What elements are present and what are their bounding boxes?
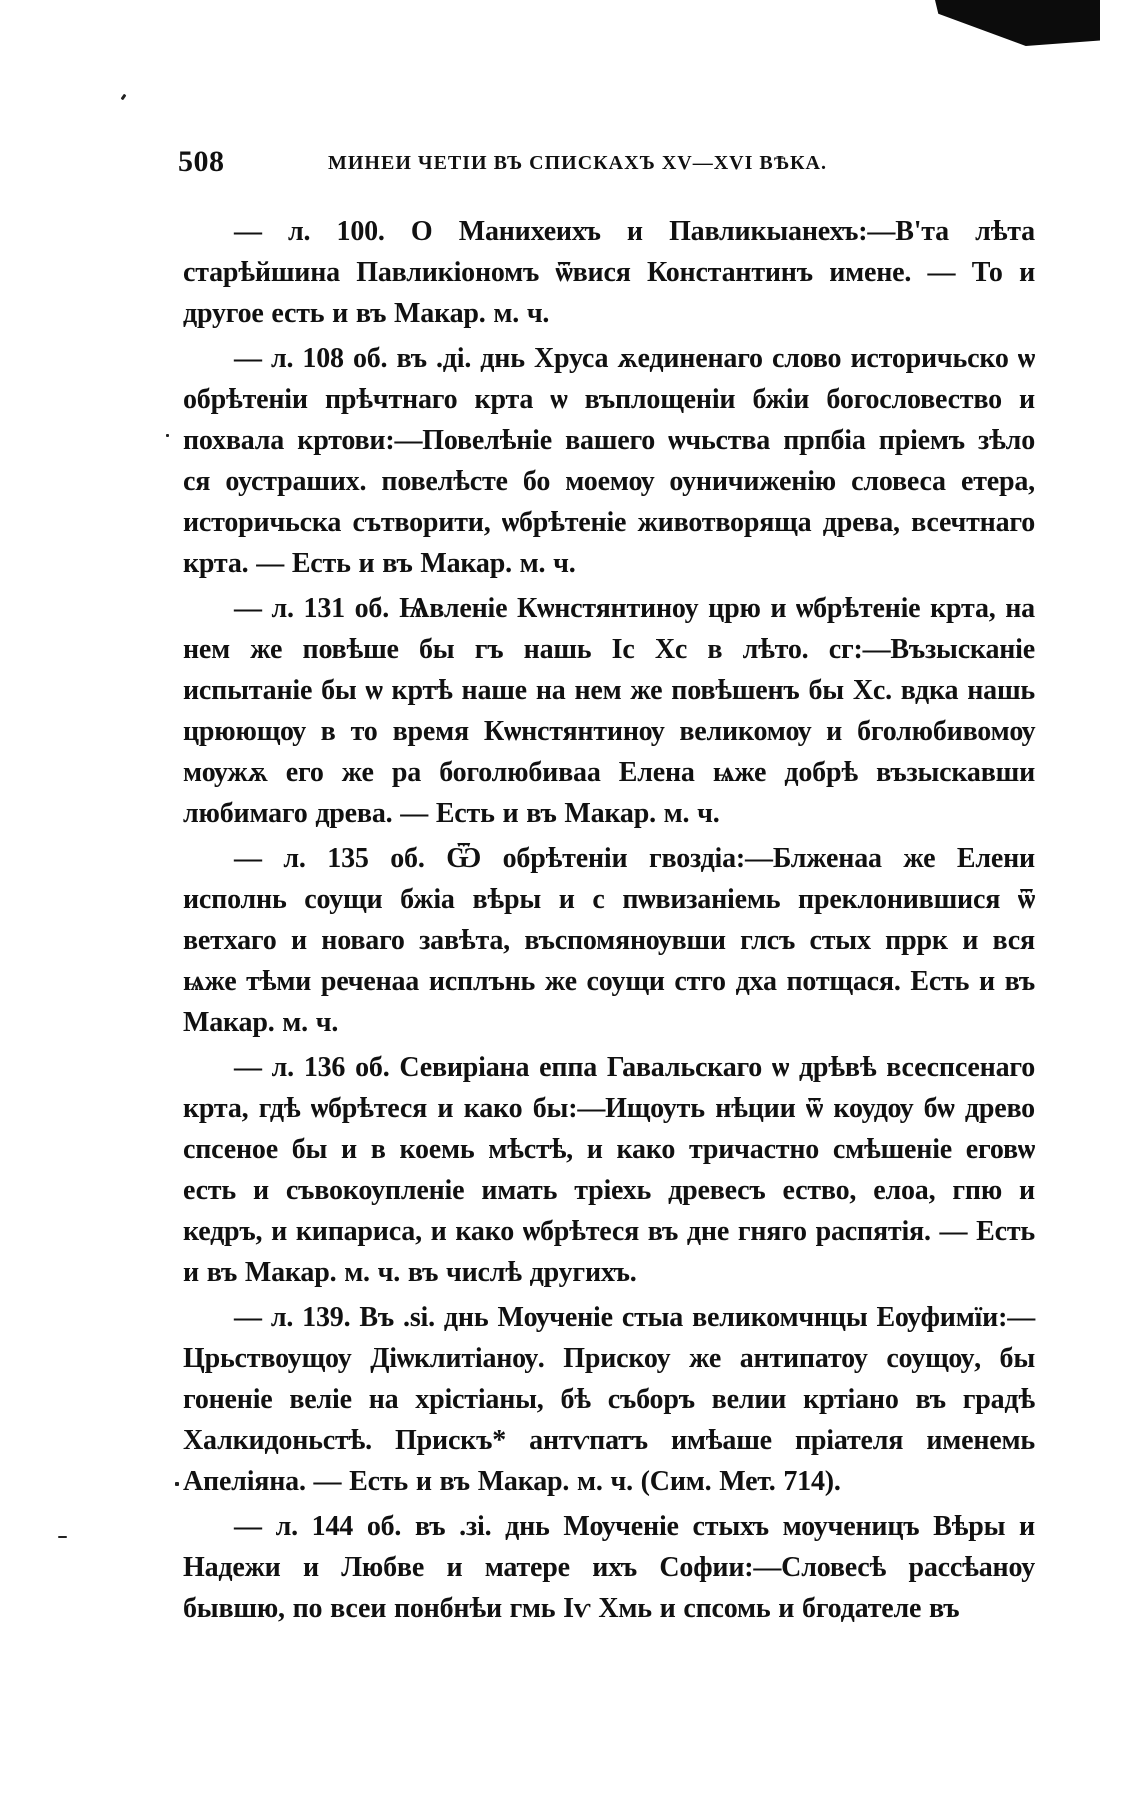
entry-paragraph: — л. 135 об. Ѿ обрѣтеніи гвоздіа:—Блженаа же Елени исполнь соущи бжіа вѣры и с пѡвизаніемь преклонившися ѿ ветхаго и новаго завѣта, въспомянѹвши глсъ стых пррк и вся ѩже тѣми реченаа исплънь же соущи стго дха потщася. Есть и въ Макар. м. ч. <box>183 843 1035 1038</box>
page-number: 508 <box>178 145 225 178</box>
corner-binding-mark <box>935 0 1100 46</box>
entry-paragraph: — л. 100. О Манихеихъ и Павликыанехъ:—В'та лѣта старѣйшина Павликіономъ ѿвися Константинъ имене. — То и другое есть и въ Макар. м. ч. <box>183 216 1035 329</box>
page-speck <box>121 94 127 101</box>
entry-paragraph: — л. 139. Въ .ѕі. днь Мѹченіе стыа великомчнцы Еѹфимїи:—Црьствоущоу Діѡклитіанѹ. Прискоу же антипатоу соущѹ, бы гоненіе веліе на хрістіаны, бѣ съборъ велии кртіано въ градѣ Халкидоньстѣ. Прискъ* антѵпатъ имѣаше пріателя именемь Апеліяна. — Есть и въ Макар. м. ч. (Сим. Мет. 714). <box>183 1302 1035 1497</box>
entry-paragraph: — л. 136 об. Севиріана еппа Гавальскаго ѡ дрѣвѣ всеспсенаго крта, гдѣ ѡбрѣтеся и како бы:—Ищоуть нѣции ѿ коудѹ бѡ древо спсеное бы и в коемь мѣстѣ, и како тричастно смѣшеніе еговѡ есть и съвокоупленіе имать тріехь древесъ ество, елоа, гпю и кедръ, и кипариса, и како ѡбрѣтеся въ дне гняго распятія. — Есть и въ Макар. м. ч. въ числѣ другихъ. <box>183 1052 1035 1288</box>
page-speck <box>58 1536 67 1538</box>
page-header <box>178 145 1038 185</box>
entry-paragraph: — л. 131 об. Ѩвленіе Кѡнстянтиноу црю и ѡбрѣтеніе крта, на нем же повѣше бы гъ нашь Іс Хс в лѣто. сг:—Възысканіе испытаніе бы ѡ кртѣ наше на нем же повѣшенъ бы Хс. вдка нашь црюющѹ в то время Кѡнстянтинѹ великомѹ и бголюбивомѹ мѹжѫ его же ра боголюбиваа Елена ѩже добрѣ възыскавши любимаго древа. — Есть и въ Макар. м. ч. <box>183 593 1035 829</box>
entry-paragraph: — л. 144 об. въ .зі. днь Мѹченіе стыхъ моученицъ Вѣры и Надежи и Любве и матере ихъ Софии:—Словесѣ рассѣаноу бывшю, по всеи понбнѣи гмь Іѵ Хмь и спсомь и бгодателе въ <box>183 1511 1035 1624</box>
page-speck <box>166 434 169 437</box>
body-text <box>183 211 1035 1633</box>
entry-paragraph: — л. 108 об. въ .ді. днь Хруса ѫединенаго слово историчьско ѡ обрѣтеніи прѣчтнаго крта ѡ въплощеніи бжіи богословество и похвала кртови:—Повелѣніе вашего ѡчьства прпбіа пріемъ зѣло ся оустраших. повелѣсте бо моемѹ оуничиженію словеса етера, историчьска сътворити, ѡбрѣтеніе животворяща древа, всечтнаго крта. — Есть и въ Макар. м. ч. <box>183 343 1035 579</box>
page-speck <box>175 1482 179 1486</box>
running-title: МИНЕИ ЧЕТІИ ВЪ СПИСКАХЪ XV—XVI ВѢКА. <box>328 152 827 174</box>
